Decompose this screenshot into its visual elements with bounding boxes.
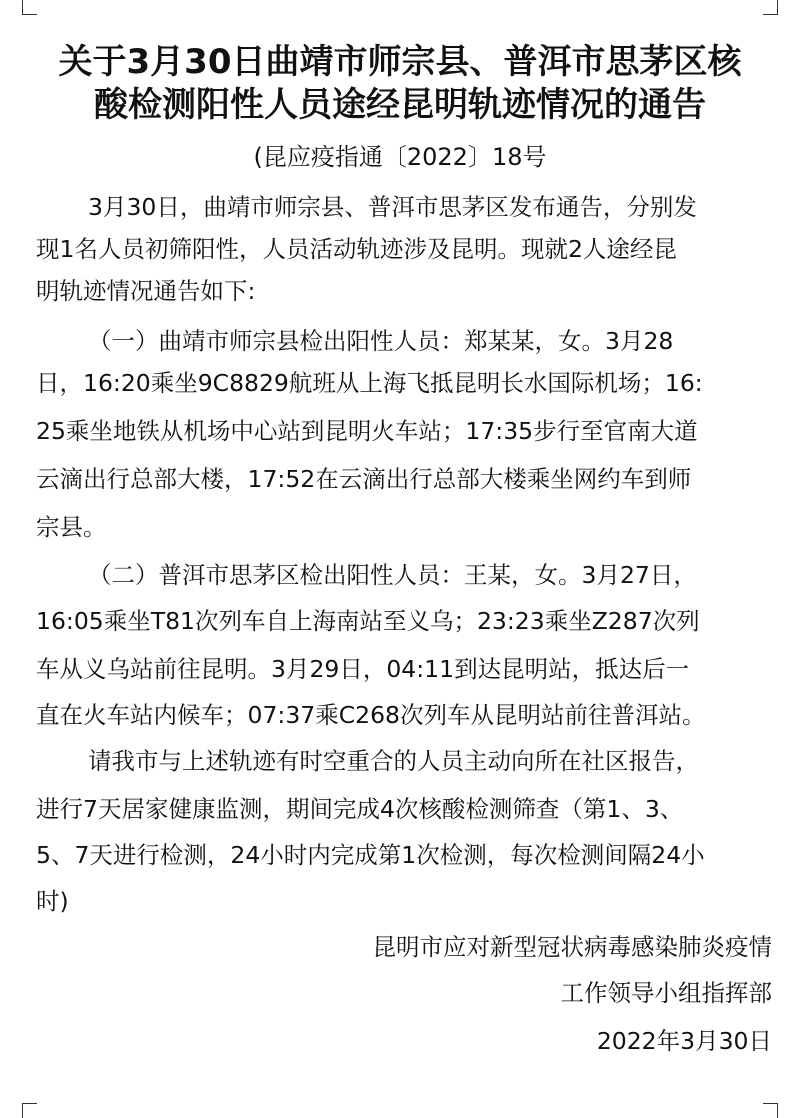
section-2-line: （二）普洱市思茅区检出阳性人员：王某，女。3月27日，: [88, 561, 697, 589]
signature-date: 2022年3月30日: [596, 1027, 772, 1055]
intro-line: 现1名人员初筛阳性，人员活动轨迹涉及昆明。现就2人途经昆: [36, 235, 677, 263]
request-line: 请我市与上述轨迹有时空重合的人员主动向所在社区报告，: [88, 747, 699, 775]
section-1-line: （一）曲靖市师宗县检出阳性人员：郑某某，女。3月28: [88, 327, 674, 355]
document-title-line-1: 关于3月30日曲靖市师宗县、普洱市思茅区核: [58, 42, 742, 82]
signature-org-line-1: 昆明市应对新型冠状病毒感染肺炎疫情: [372, 933, 772, 961]
signature-org-line-2: 工作领导小组指挥部: [560, 979, 772, 1007]
request-line: 进行7天居家健康监测，期间完成4次核酸检测筛查（第1、3、: [36, 795, 684, 823]
section-2-line: 16:05乘坐T81次列车自上海南站至义乌；23:23乘坐Z287次列: [36, 607, 700, 635]
section-2-line: 直在火车站内候车；07:37乘C268次列车从昆明站前往普洱站。: [36, 701, 706, 729]
section-1-line: 日，16:20乘坐9C8829航班从上海飞抵昆明长水国际机场；16:: [36, 369, 703, 397]
intro-line: 明轨迹情况通告如下:: [36, 277, 256, 305]
document-title-line-2: 酸检测阳性人员途经昆明轨迹情况的通告: [94, 85, 706, 125]
request-line: 时): [36, 887, 69, 915]
crop-mark-bottom-left: [22, 1103, 37, 1118]
document-number: (昆应疫指通〔2022〕18号: [253, 143, 547, 171]
section-2-line: 车从义乌站前往昆明。3月29日，04:11到达昆明站，抵达后一: [36, 655, 690, 683]
crop-mark-top-left: [22, 0, 37, 15]
crop-mark-bottom-right: [763, 1103, 778, 1118]
section-1-line: 云滴出行总部大楼，17:52在云滴出行总部大楼乘坐网约车到师: [36, 465, 692, 493]
intro-line: 3月30日，曲靖市师宗县、普洱市思茅区发布通告，分别发: [88, 193, 697, 221]
request-line: 5、7天进行检测，24小时内完成第1次检测，每次检测间隔24小: [36, 841, 705, 869]
section-1-line: 25乘坐地铁从机场中心站到昆明火车站；17:35步行至官南大道: [36, 417, 698, 445]
crop-mark-top-right: [763, 0, 778, 15]
section-1-line: 宗县。: [36, 513, 107, 541]
